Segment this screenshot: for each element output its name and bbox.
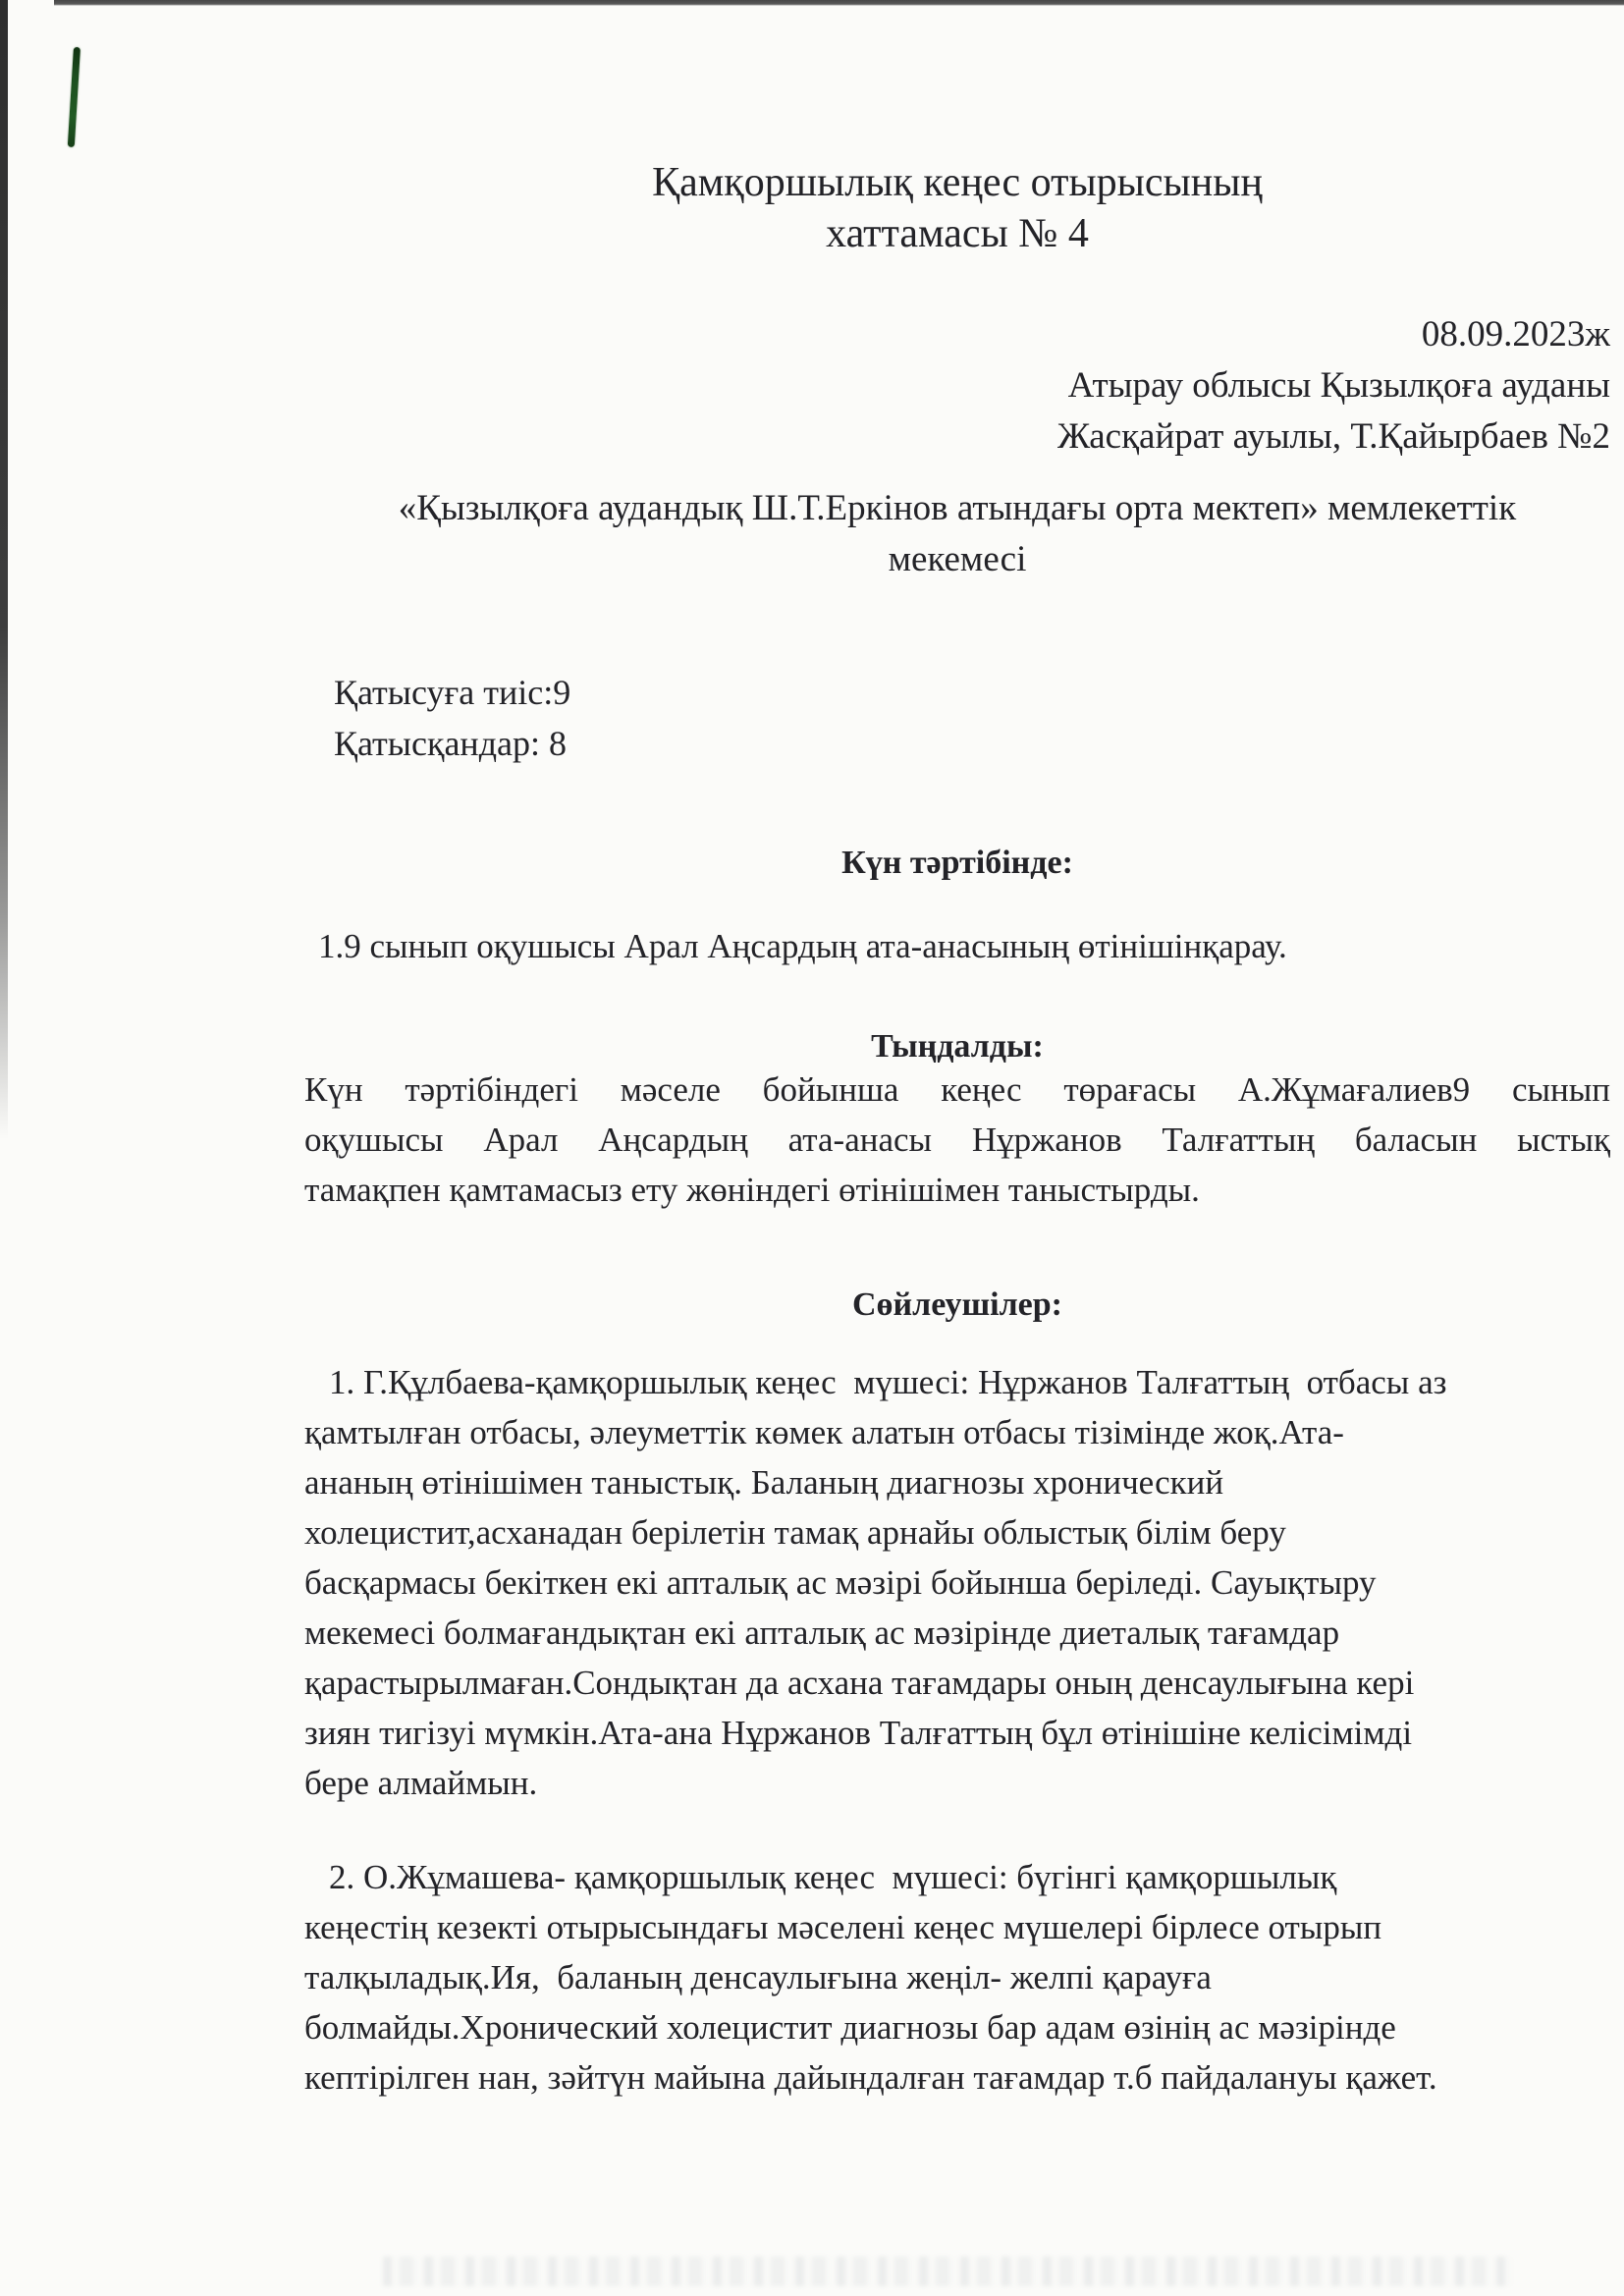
speaker-1-line-9: бере алмаймын.: [304, 1764, 538, 1802]
institution-name: [304, 483, 1610, 585]
speaker-1-line-1: 1. Г.Құлбаева-қамқоршылық кеңес мүшесі: Нұржанов Талғаттың отбасы аз: [329, 1363, 1447, 1401]
heard-paragraph: [304, 1065, 1610, 1215]
speaker-2-line-3: талқыладық.Ия, баланың денсаулығына жеңіл- желпі қарауға: [304, 1958, 1212, 1996]
heard-heading: Тыңдалды:: [871, 1028, 1044, 1065]
title-line-2: хаттамасы № 4: [826, 211, 1089, 256]
heard-line-1: Күн тәртібіндегі мәселе бойынша кеңес төрағасы А.Жұмағалиев9 сынып: [304, 1070, 1610, 1109]
green-pen-mark: [68, 47, 81, 147]
speaker-2-line-2: кеңестің кезекті отырысындағы мәселені кеңес мүшелері бірлесе отырып: [304, 1908, 1382, 1946]
speaker-1-line-7: қарастырылмаған.Сондықтан да асхана тағамдары оның денсаулығына кері: [304, 1664, 1415, 1702]
agenda-item-1: 1.9 сынып оқушысы Арал Аңсардың ата-анасының өтінішінқарау.: [318, 927, 1287, 965]
region-line: Атырау облысы Қызылқоға ауданы: [1067, 365, 1610, 406]
document-date: 08.09.2023ж: [1421, 314, 1610, 355]
institution-line-1: «Қызылқоға аудандық Ш.Т.Еркінов атындағы орта мектеп» мемлекеттік: [398, 488, 1517, 528]
scanner-top-edge-artifact: [54, 0, 1624, 6]
speaker-1-line-4: холецистит,асханадан берілетін тамақ арнайы облыстық білім беру: [304, 1513, 1286, 1552]
scanner-left-edge-artifact: [0, 0, 8, 1139]
village-line: Жасқайрат ауылы, Т.Қайырбаев №2: [1057, 416, 1610, 457]
speaker-2-line-4: болмайды.Хронический холецистит диагнозы бар адам өзінің ас мәзірінде: [304, 2008, 1396, 2047]
speaker-1-line-3: ананың өтінішімен таныстық. Баланың диагнозы хронический: [304, 1463, 1224, 1502]
attendance-required: Қатысуға тиіс:9: [334, 673, 571, 712]
document-title: [304, 157, 1610, 259]
attendance-present: Қатысқандар: 8: [334, 724, 567, 763]
speakers-heading: Сөйлеушілер:: [851, 1286, 1062, 1323]
attendance-block: [334, 667, 1624, 769]
speaker-2-line-5: кептірілген нан, зәйтүн майына дайындалған тағамдар т.б пайдалануы қажет.: [304, 2058, 1437, 2097]
agenda-heading: Күн тәртібінде:: [841, 845, 1073, 881]
speaker-1-line-8: зиян тигізуі мүмкін.Ата-ана Нұржанов Талғаттың бұл өтінішіне келісімімді: [304, 1714, 1413, 1752]
speaker-2-line-1: 2. О.Жұмашева- қамқоршылық кеңес мүшесі: бүгінгі қамқоршылық: [329, 1858, 1337, 1896]
institution-line-2: мекемесі: [888, 539, 1027, 579]
title-line-1: Қамқоршылық кеңес отырысының: [652, 160, 1263, 205]
page-bleed-through-smudge: [383, 2257, 1512, 2286]
heard-line-3: тамақпен қамтамасыз ету жөніндегі өтінішімен таныстырды.: [304, 1171, 1200, 1209]
speaker-1-line-2: қамтылған отбасы, әлеуметтік көмек алатын отбасы тізімінде жоқ.Ата-: [304, 1413, 1344, 1451]
speaker-1-line-5: басқармасы бекіткен екі апталық ас мәзірі бойынша беріледі. Сауықтыру: [304, 1563, 1377, 1602]
speaker-1-paragraph: [304, 1357, 1610, 1808]
date-location-block: [304, 309, 1610, 463]
speaker-1-line-6: мекемесі болмағандықтан екі апталық ас мәзірінде диеталық тағамдар: [304, 1613, 1340, 1652]
speaker-2-paragraph: [304, 1852, 1610, 2103]
heard-line-2: оқушысы Арал Аңсардың ата-анасы Нұржанов Талғаттың баласын ыстық: [304, 1121, 1610, 1159]
